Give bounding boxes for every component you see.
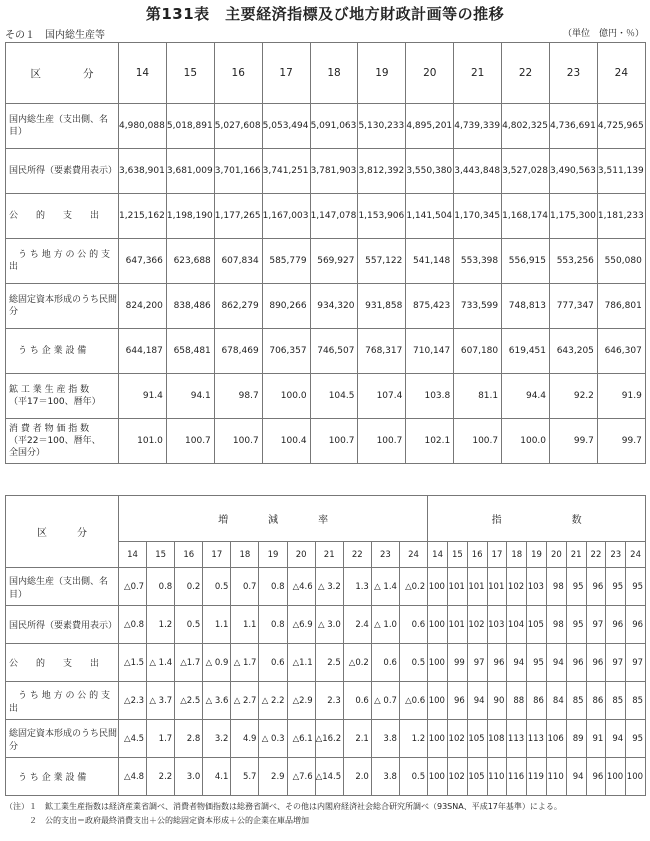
cell-value: 3,701,166 (214, 149, 262, 194)
cell-value: 100.7 (214, 419, 262, 464)
rate-value: 5.7 (231, 758, 259, 796)
cell-value: 100.7 (454, 419, 502, 464)
cell-value: 541,148 (406, 239, 454, 284)
cell-value: 557,122 (358, 239, 406, 284)
cell-value: 875,423 (406, 284, 454, 329)
rate-value: 2.1 (343, 720, 371, 758)
rate-value: △ 2.7 (231, 682, 259, 720)
year-header: 21 (454, 43, 502, 104)
growth-index-table (5, 495, 646, 796)
index-value: 102 (447, 758, 467, 796)
index-value: 106 (546, 720, 566, 758)
cell-value: 4,802,325 (502, 104, 550, 149)
rate-value: 2.0 (343, 758, 371, 796)
index-value: 85 (606, 682, 626, 720)
cell-value: 746,507 (310, 329, 358, 374)
row-label: 公 的 支 出 (6, 644, 119, 682)
year-header: 19 (358, 43, 406, 104)
cell-value: 619,451 (502, 329, 550, 374)
cell-value: 91.4 (119, 374, 167, 419)
cell-value: 3,638,901 (119, 149, 167, 194)
table-row (6, 419, 646, 464)
cell-value: 647,366 (119, 239, 167, 284)
cell-value: 748,813 (502, 284, 550, 329)
rate-value: 3.8 (371, 720, 399, 758)
index-value: 102 (447, 720, 467, 758)
index-value: 97 (586, 606, 606, 644)
index-year-header: 18 (507, 542, 527, 568)
rate-value: △0.2 (399, 568, 427, 606)
index-value: 108 (487, 720, 507, 758)
rate-value: △4.8 (119, 758, 147, 796)
index-year-header: 20 (546, 542, 566, 568)
rate-value: 0.6 (371, 644, 399, 682)
rate-value: △0.2 (343, 644, 371, 682)
rate-year-header: 15 (147, 542, 175, 568)
cell-value: 777,347 (550, 284, 598, 329)
rate-value: △6.9 (287, 606, 315, 644)
index-value: 95 (626, 720, 646, 758)
cell-value: 94.1 (166, 374, 214, 419)
row-label: 国民所得（要素費用表示） (6, 149, 119, 194)
index-value: 100 (428, 606, 448, 644)
cell-value: 706,357 (262, 329, 310, 374)
rate-value: △ 1.4 (371, 568, 399, 606)
index-value: 113 (507, 720, 527, 758)
row-label: 公 的 支 出 (6, 194, 119, 239)
cell-value: 103.8 (406, 374, 454, 419)
rate-value: 0.8 (259, 568, 287, 606)
index-value: 100 (428, 644, 448, 682)
rate-value: △ 1.7 (231, 644, 259, 682)
cell-value: 81.1 (454, 374, 502, 419)
cell-value: 3,812,392 (358, 149, 406, 194)
page-title: 第131表 主要経済指標及び地方財政計画等の推移 (145, 5, 505, 23)
year-header: 16 (214, 43, 262, 104)
table-row (6, 194, 646, 239)
cell-value: 733,599 (454, 284, 502, 329)
rate-value: △ 0.9 (203, 644, 231, 682)
rate-value: 0.2 (175, 568, 203, 606)
cell-value: 556,915 (502, 239, 550, 284)
index-value: 86 (527, 682, 547, 720)
rate-value: 1.1 (231, 606, 259, 644)
rate-value: △ 0.7 (371, 682, 399, 720)
index-year-header: 19 (527, 542, 547, 568)
rate-value: △ 3.6 (203, 682, 231, 720)
index-value: 101 (467, 568, 487, 606)
index-value: 99 (447, 644, 467, 682)
unit-label: （単位 億円・％） (562, 29, 644, 39)
cell-value: 98.7 (214, 374, 262, 419)
rate-value: △2.9 (287, 682, 315, 720)
cell-value: 550,080 (597, 239, 645, 284)
row-label: 鉱 工 業 生 産 指 数 （平17＝100、暦年） (6, 374, 119, 419)
index-value: 105 (467, 758, 487, 796)
row-label: 国内総生産（支出側、名目） (6, 104, 119, 149)
cell-value: 92.2 (550, 374, 598, 419)
cell-value: 1,177,265 (214, 194, 262, 239)
cell-value: 4,725,965 (597, 104, 645, 149)
cell-value: 107.4 (358, 374, 406, 419)
rate-year-header: 17 (203, 542, 231, 568)
rate-value: 3.0 (175, 758, 203, 796)
cell-value: 94.4 (502, 374, 550, 419)
rate-value: 0.7 (231, 568, 259, 606)
rate-value: △0.8 (119, 606, 147, 644)
cell-value: 585,779 (262, 239, 310, 284)
index-value: 110 (546, 758, 566, 796)
index-value: 98 (546, 568, 566, 606)
cell-value: 890,266 (262, 284, 310, 329)
index-value: 105 (467, 720, 487, 758)
index-value: 119 (527, 758, 547, 796)
table1-header-row (6, 43, 646, 104)
rate-value: △0.7 (119, 568, 147, 606)
rate-value: 1.1 (203, 606, 231, 644)
table2-header-label: 区 分 (6, 496, 119, 568)
rate-value: 2.2 (147, 758, 175, 796)
table-row (6, 568, 646, 606)
rate-value: 0.6 (343, 682, 371, 720)
rate-value: △2.3 (119, 682, 147, 720)
rate-value: 0.8 (147, 568, 175, 606)
cell-value: 5,053,494 (262, 104, 310, 149)
rate-value: △0.6 (399, 682, 427, 720)
year-header: 14 (119, 43, 167, 104)
cell-value: 643,205 (550, 329, 598, 374)
index-year-header: 16 (467, 542, 487, 568)
index-value: 97 (606, 644, 626, 682)
index-value: 90 (487, 682, 507, 720)
index-value: 95 (566, 606, 586, 644)
index-value: 85 (626, 682, 646, 720)
table-row (6, 374, 646, 419)
index-value: 96 (487, 644, 507, 682)
index-value: 102 (467, 606, 487, 644)
cell-value: 678,469 (214, 329, 262, 374)
index-value: 110 (487, 758, 507, 796)
index-year-header: 24 (626, 542, 646, 568)
rate-year-header: 18 (231, 542, 259, 568)
cell-value: 5,027,608 (214, 104, 262, 149)
cell-value: 4,736,691 (550, 104, 598, 149)
index-value: 101 (447, 568, 467, 606)
note-1: （注）１ 鉱工業生産指数は経済産業省調べ、消費者物価指数は総務省調べ、その他は内閣府経済社会総合研究所調べ（93SNA、平成17年基準）による。 (5, 802, 562, 811)
cell-value: 862,279 (214, 284, 262, 329)
index-value: 100 (428, 568, 448, 606)
cell-value: 1,181,233 (597, 194, 645, 239)
table-row (6, 682, 646, 720)
rate-value: △6.1 (287, 720, 315, 758)
year-header: 22 (502, 43, 550, 104)
rate-year-header: 20 (287, 542, 315, 568)
year-header: 17 (262, 43, 310, 104)
cell-value: 3,511,139 (597, 149, 645, 194)
index-value: 96 (586, 644, 606, 682)
rate-year-header: 21 (315, 542, 343, 568)
cell-value: 553,256 (550, 239, 598, 284)
index-value: 97 (467, 644, 487, 682)
cell-value: 100.7 (166, 419, 214, 464)
cell-value: 100.0 (262, 374, 310, 419)
index-value: 96 (447, 682, 467, 720)
cell-value: 1,198,190 (166, 194, 214, 239)
table-row (6, 239, 646, 284)
table-row (6, 606, 646, 644)
row-label: う ち 地 方 の 公 的 支 出 (6, 682, 119, 720)
table-row (6, 104, 646, 149)
year-header: 18 (310, 43, 358, 104)
index-value: 100 (606, 758, 626, 796)
index-value: 88 (507, 682, 527, 720)
index-year-header: 22 (586, 542, 606, 568)
year-header: 20 (406, 43, 454, 104)
rate-value: 4.1 (203, 758, 231, 796)
cell-value: 931,858 (358, 284, 406, 329)
rate-value: 3.8 (371, 758, 399, 796)
rate-value: △ 3.0 (315, 606, 343, 644)
index-value: 96 (606, 606, 626, 644)
row-label: 消 費 者 物 価 指 数 （平22＝100、暦年、 全国分） (6, 419, 119, 464)
cell-value: 104.5 (310, 374, 358, 419)
rate-value: △16.2 (315, 720, 343, 758)
rate-value: △ 3.7 (147, 682, 175, 720)
index-value: 95 (527, 644, 547, 682)
cell-value: 607,180 (454, 329, 502, 374)
index-value: 94 (566, 758, 586, 796)
cell-value: 569,927 (310, 239, 358, 284)
rate-value: 1.2 (399, 720, 427, 758)
cell-value: 4,895,201 (406, 104, 454, 149)
rate-value: 0.8 (259, 606, 287, 644)
row-label: 国民所得（要素費用表示） (6, 606, 119, 644)
rate-year-header: 16 (175, 542, 203, 568)
cell-value: 91.9 (597, 374, 645, 419)
table-row (6, 720, 646, 758)
index-value: 94 (546, 644, 566, 682)
table-row (6, 644, 646, 682)
note-2: ２ 公的支出＝政府最終消費支出＋公的総固定資本形成＋公的企業在庫品増加 (5, 816, 309, 825)
index-value: 103 (527, 568, 547, 606)
index-value: 95 (606, 568, 626, 606)
index-value: 95 (566, 568, 586, 606)
rate-value: △ 2.2 (259, 682, 287, 720)
row-label: 総固定資本形成のうち民間分 (6, 284, 119, 329)
rate-year-header: 23 (371, 542, 399, 568)
cell-value: 786,801 (597, 284, 645, 329)
cell-value: 5,130,233 (358, 104, 406, 149)
cell-value: 3,550,380 (406, 149, 454, 194)
index-value: 89 (566, 720, 586, 758)
index-value: 95 (626, 568, 646, 606)
cell-value: 102.1 (406, 419, 454, 464)
rate-value: 1.2 (147, 606, 175, 644)
rate-value: 0.5 (175, 606, 203, 644)
cell-value: 1,167,003 (262, 194, 310, 239)
rate-value: △1.7 (175, 644, 203, 682)
index-value: 113 (527, 720, 547, 758)
cell-value: 99.7 (550, 419, 598, 464)
table-row (6, 284, 646, 329)
rate-value: 2.9 (259, 758, 287, 796)
index-year-header: 14 (428, 542, 448, 568)
index-value: 94 (606, 720, 626, 758)
cell-value: 1,153,906 (358, 194, 406, 239)
index-value: 102 (507, 568, 527, 606)
table2-group-row (6, 496, 646, 542)
cell-value: 3,527,028 (502, 149, 550, 194)
rate-value: 1.7 (147, 720, 175, 758)
cell-value: 553,398 (454, 239, 502, 284)
rate-value: △ 1.4 (147, 644, 175, 682)
cell-value: 100.7 (310, 419, 358, 464)
cell-value: 99.7 (597, 419, 645, 464)
index-value: 100 (626, 758, 646, 796)
rate-year-header: 22 (343, 542, 371, 568)
index-value: 85 (566, 682, 586, 720)
group-rate-header: 増 減 率 (119, 496, 428, 542)
rate-value: △ 0.3 (259, 720, 287, 758)
year-header: 15 (166, 43, 214, 104)
row-label: う ち 地 方 の 公 的 支 出 (6, 239, 119, 284)
rate-value: 1.3 (343, 568, 371, 606)
rate-value: 2.3 (315, 682, 343, 720)
index-value: 86 (586, 682, 606, 720)
cell-value: 710,147 (406, 329, 454, 374)
cell-value: 644,187 (119, 329, 167, 374)
cell-value: 3,681,009 (166, 149, 214, 194)
index-value: 100 (428, 720, 448, 758)
rate-year-header: 14 (119, 542, 147, 568)
cell-value: 3,490,563 (550, 149, 598, 194)
cell-value: 1,168,174 (502, 194, 550, 239)
rate-value: 0.6 (399, 606, 427, 644)
cell-value: 838,486 (166, 284, 214, 329)
index-value: 94 (467, 682, 487, 720)
row-label: 総固定資本形成のうち民間分 (6, 720, 119, 758)
year-header: 24 (597, 43, 645, 104)
index-value: 91 (586, 720, 606, 758)
gdp-table (5, 42, 646, 464)
rate-value: △7.6 (287, 758, 315, 796)
index-year-header: 15 (447, 542, 467, 568)
cell-value: 5,018,891 (166, 104, 214, 149)
rate-value: △4.5 (119, 720, 147, 758)
cell-value: 5,091,063 (310, 104, 358, 149)
cell-value: 101.0 (119, 419, 167, 464)
cell-value: 646,307 (597, 329, 645, 374)
rate-value: △14.5 (315, 758, 343, 796)
index-value: 94 (507, 644, 527, 682)
cell-value: 1,147,078 (310, 194, 358, 239)
cell-value: 4,980,088 (119, 104, 167, 149)
index-value: 101 (487, 568, 507, 606)
cell-value: 3,781,903 (310, 149, 358, 194)
table-row (6, 329, 646, 374)
group-index-header: 指 数 (428, 496, 646, 542)
rate-value: △ 3.2 (315, 568, 343, 606)
index-value: 96 (626, 606, 646, 644)
rate-value: 0.5 (203, 568, 231, 606)
rate-value: △4.6 (287, 568, 315, 606)
rate-value: 4.9 (231, 720, 259, 758)
cell-value: 1,215,162 (119, 194, 167, 239)
index-value: 84 (546, 682, 566, 720)
index-value: 100 (428, 758, 448, 796)
cell-value: 607,834 (214, 239, 262, 284)
index-year-header: 17 (487, 542, 507, 568)
rate-value: 0.5 (399, 644, 427, 682)
cell-value: 4,739,339 (454, 104, 502, 149)
index-value: 96 (566, 644, 586, 682)
rate-value: 2.4 (343, 606, 371, 644)
cell-value: 100.4 (262, 419, 310, 464)
notes (5, 800, 562, 828)
cell-value: 623,688 (166, 239, 214, 284)
rate-value: △ 1.0 (371, 606, 399, 644)
index-value: 98 (546, 606, 566, 644)
index-value: 96 (586, 758, 606, 796)
cell-value: 768,317 (358, 329, 406, 374)
cell-value: 824,200 (119, 284, 167, 329)
index-value: 116 (507, 758, 527, 796)
index-value: 104 (507, 606, 527, 644)
cell-value: 934,320 (310, 284, 358, 329)
table1-header-label: 区 分 (6, 43, 119, 104)
rate-value: △1.1 (287, 644, 315, 682)
cell-value: 100.0 (502, 419, 550, 464)
index-value: 103 (487, 606, 507, 644)
rate-year-header: 19 (259, 542, 287, 568)
year-header: 23 (550, 43, 598, 104)
rate-value: 0.6 (259, 644, 287, 682)
index-value: 101 (447, 606, 467, 644)
rate-value: 3.2 (203, 720, 231, 758)
cell-value: 3,443,848 (454, 149, 502, 194)
rate-value: △2.5 (175, 682, 203, 720)
cell-value: 1,141,504 (406, 194, 454, 239)
index-value: 96 (586, 568, 606, 606)
table-row (6, 149, 646, 194)
cell-value: 100.7 (358, 419, 406, 464)
rate-value: 2.5 (315, 644, 343, 682)
cell-value: 1,175,300 (550, 194, 598, 239)
rate-value: △1.5 (119, 644, 147, 682)
index-year-header: 21 (566, 542, 586, 568)
index-year-header: 23 (606, 542, 626, 568)
index-value: 105 (527, 606, 547, 644)
index-value: 97 (626, 644, 646, 682)
index-value: 100 (428, 682, 448, 720)
cell-value: 3,741,251 (262, 149, 310, 194)
row-label: 国内総生産（支出側、名目） (6, 568, 119, 606)
rate-value: 2.8 (175, 720, 203, 758)
table-row (6, 758, 646, 796)
cell-value: 1,170,345 (454, 194, 502, 239)
row-label: う ち 企 業 設 備 (6, 329, 119, 374)
section-subtitle: その１ 国内総生産等 (5, 30, 105, 41)
rate-year-header: 24 (399, 542, 427, 568)
rate-value: 0.5 (399, 758, 427, 796)
row-label: う ち 企 業 設 備 (6, 758, 119, 796)
cell-value: 658,481 (166, 329, 214, 374)
